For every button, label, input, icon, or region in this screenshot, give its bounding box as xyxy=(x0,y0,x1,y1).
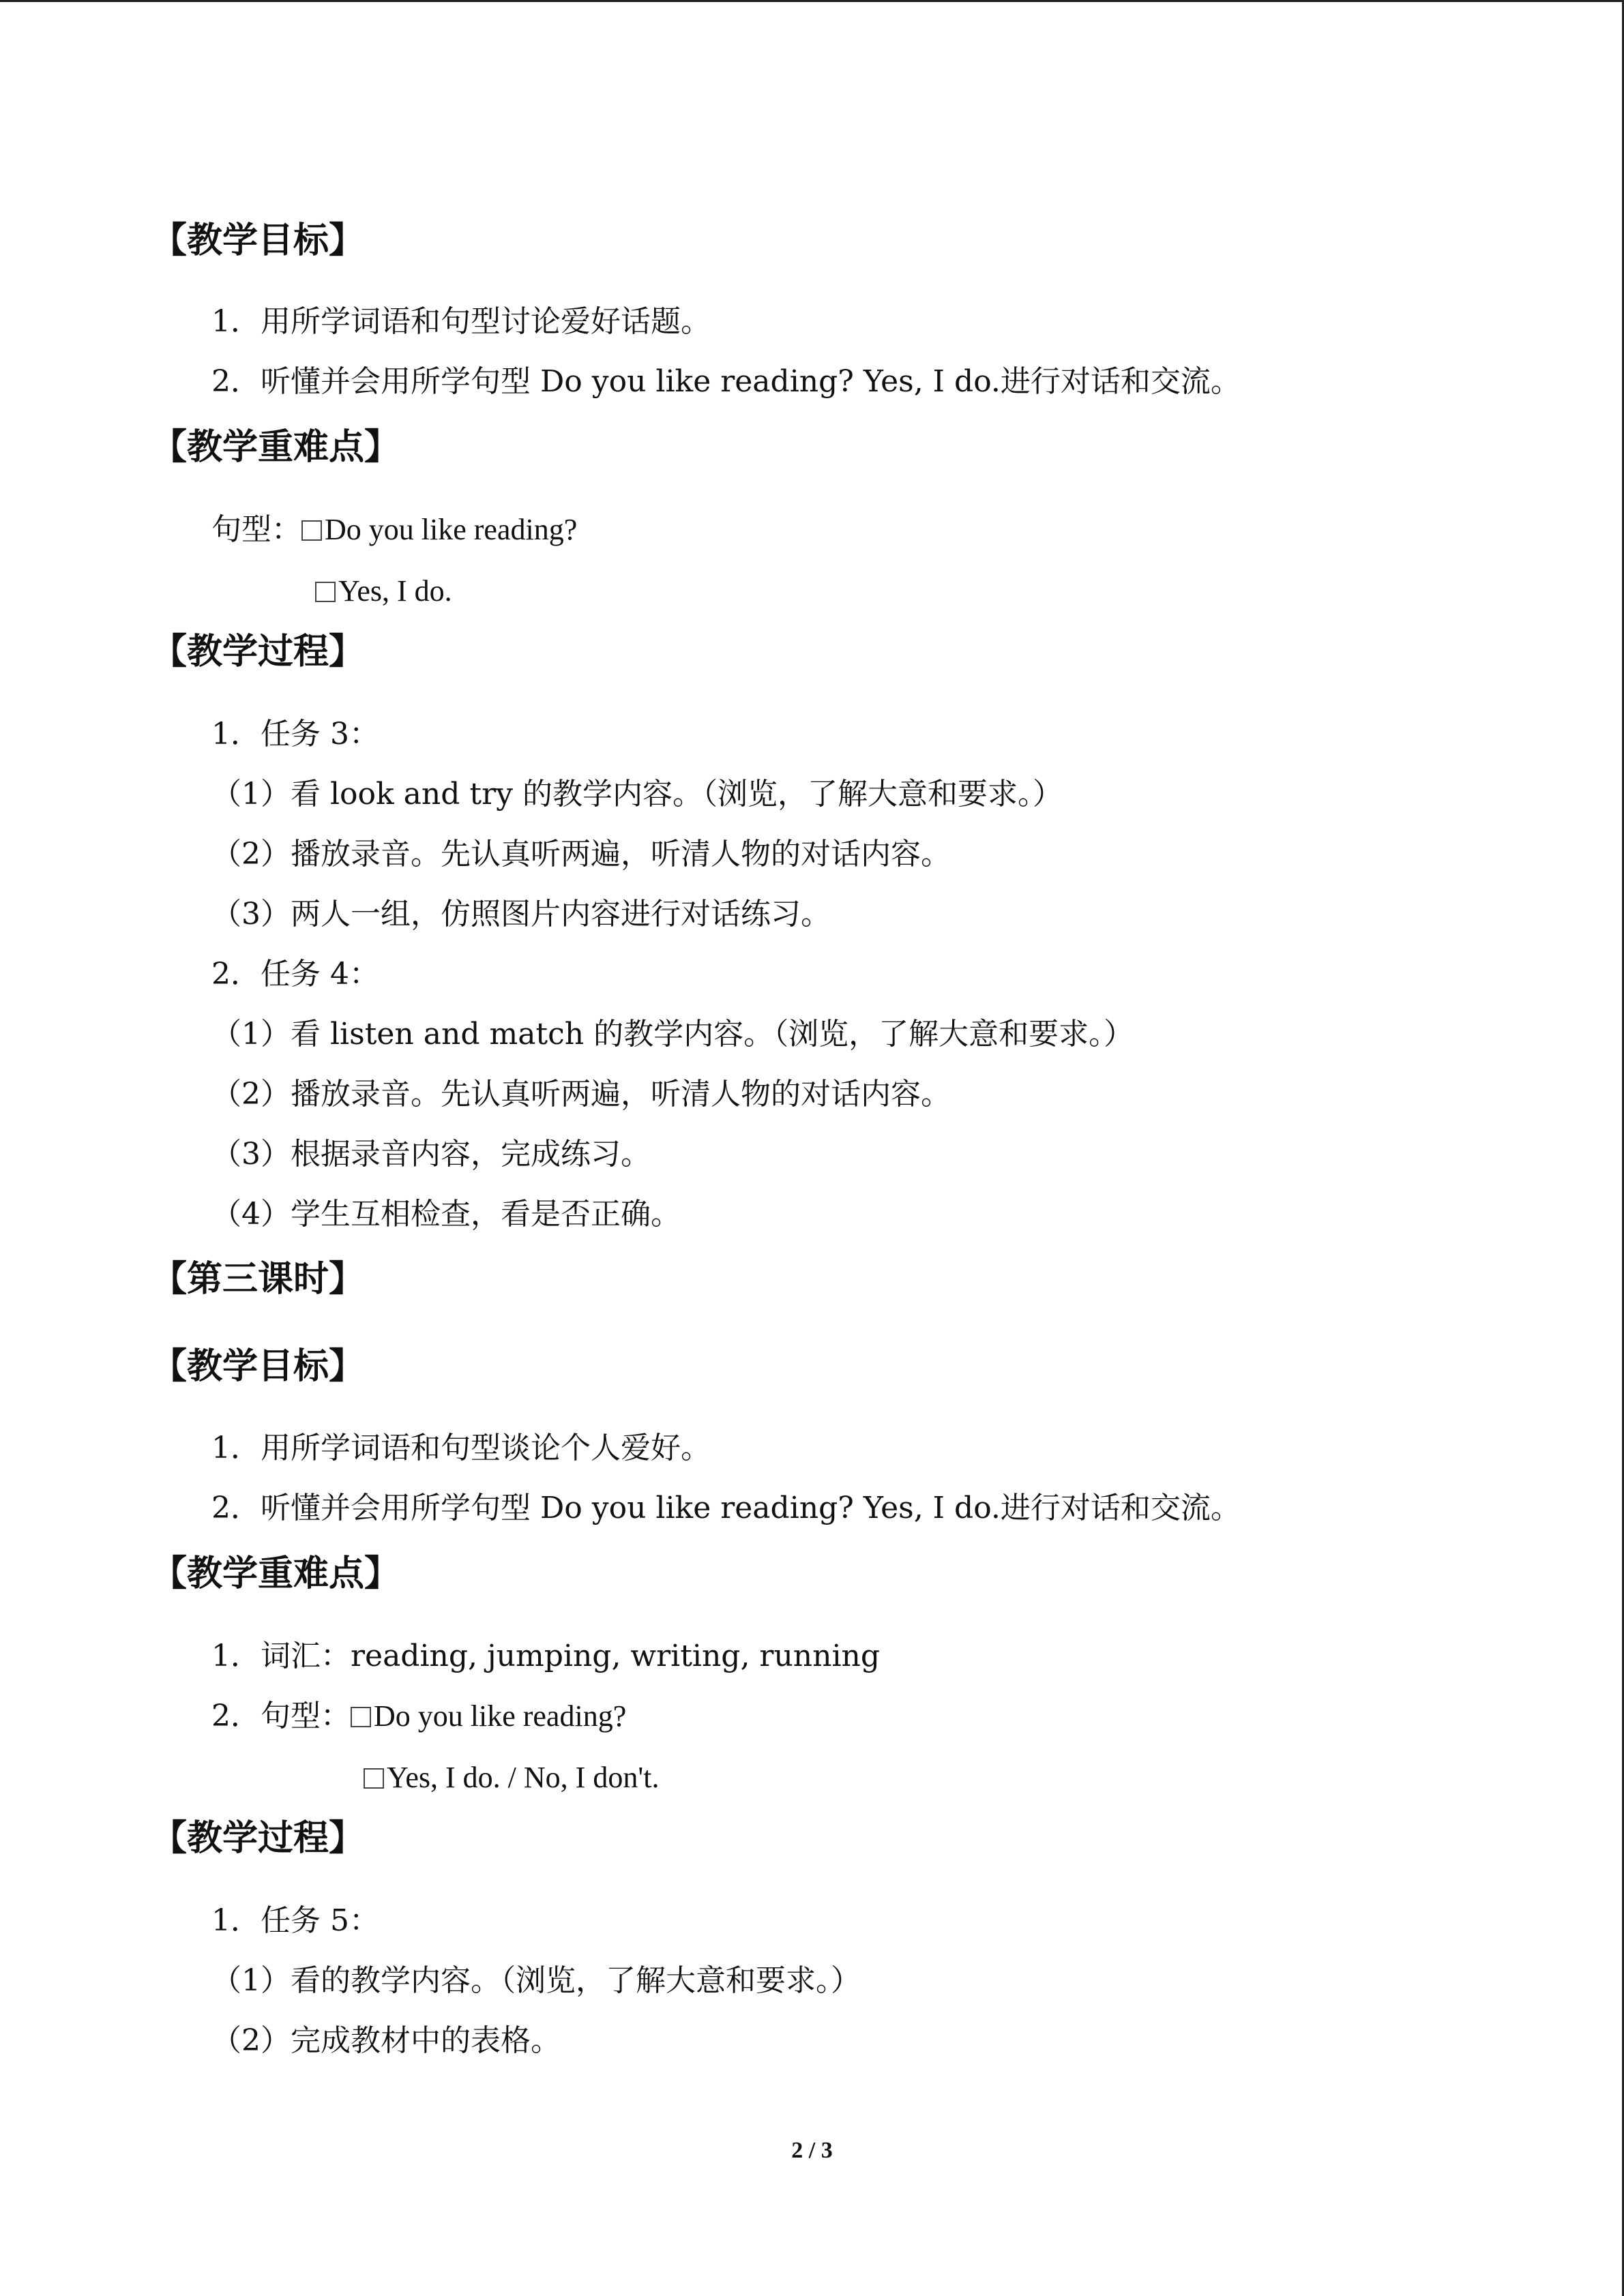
task-step: （1）看的教学内容。（浏览，了解大意和要求。） xyxy=(211,1963,861,1998)
checkbox-icon xyxy=(364,1768,384,1789)
task-step: （2）播放录音。先认真听两遍，听清人物的对话内容。 xyxy=(211,1077,951,1112)
task-step: （1）看 listen and match 的教学内容。（浏览，了解大意和要求。） xyxy=(211,1017,1134,1052)
task-heading: 1．任务 5： xyxy=(211,1903,379,1938)
section-heading-key-points: 【教学重难点】 xyxy=(151,427,400,468)
task-step: （2）播放录音。先认真听两遍，听清人物的对话内容。 xyxy=(211,837,951,871)
section-heading-third-lesson: 【第三课时】 xyxy=(151,1259,365,1300)
goal-item-1: 1．用所学词语和句型谈论个人爱好。 xyxy=(211,1431,711,1465)
key-point-label: 句型： xyxy=(211,512,301,547)
checkbox-icon xyxy=(315,582,336,602)
key-point-sentence-2 xyxy=(315,576,452,606)
task-step: （1）看 look and try 的教学内容。（浏览，了解大意和要求。） xyxy=(211,777,1063,811)
key-point-text: Do you like reading? xyxy=(374,1699,627,1733)
key-point-sentence-1 xyxy=(211,1701,626,1731)
section-heading-key-points: 【教学重难点】 xyxy=(151,1553,400,1594)
page-number: 2 / 3 xyxy=(791,2138,833,2163)
section-heading-teaching-process: 【教学过程】 xyxy=(151,1818,365,1859)
key-point-vocabulary: 1．词汇：reading, jumping, writing, running xyxy=(211,1639,881,1673)
task-step: （3）根据录音内容，完成练习。 xyxy=(211,1137,651,1172)
section-heading-teaching-process: 【教学过程】 xyxy=(151,631,365,672)
key-point-sentence-1 xyxy=(211,512,578,547)
section-heading-teaching-goals: 【教学目标】 xyxy=(151,220,365,261)
checkbox-icon xyxy=(351,1707,371,1727)
key-point-sentence-2 xyxy=(364,1763,659,1793)
key-point-text: Yes, I do. / No, I don't. xyxy=(387,1761,660,1794)
goal-item-2: 2．听懂并会用所学句型 Do you like reading? Yes, I do.进行对话和交流。 xyxy=(211,364,1241,399)
key-point-text: Do you like reading? xyxy=(325,513,578,546)
section-heading-teaching-goals: 【教学目标】 xyxy=(151,1346,365,1387)
task-step: （2）完成教材中的表格。 xyxy=(211,2023,561,2058)
task-heading: 2．任务 4： xyxy=(211,957,379,992)
checkbox-icon xyxy=(301,520,322,541)
key-point-text: Yes, I do. xyxy=(338,574,452,608)
task-step: （3）两人一组，仿照图片内容进行对话练习。 xyxy=(211,897,831,931)
key-point-label: 2．句型： xyxy=(211,1699,351,1733)
goal-item-1: 1．用所学词语和句型讨论爱好话题。 xyxy=(211,304,711,339)
goal-item-2: 2．听懂并会用所学句型 Do you like reading? Yes, I do.进行对话和交流。 xyxy=(211,1491,1241,1525)
task-heading: 1．任务 3： xyxy=(211,717,379,751)
task-step: （4）学生互相检查，看是否正确。 xyxy=(211,1197,681,1232)
